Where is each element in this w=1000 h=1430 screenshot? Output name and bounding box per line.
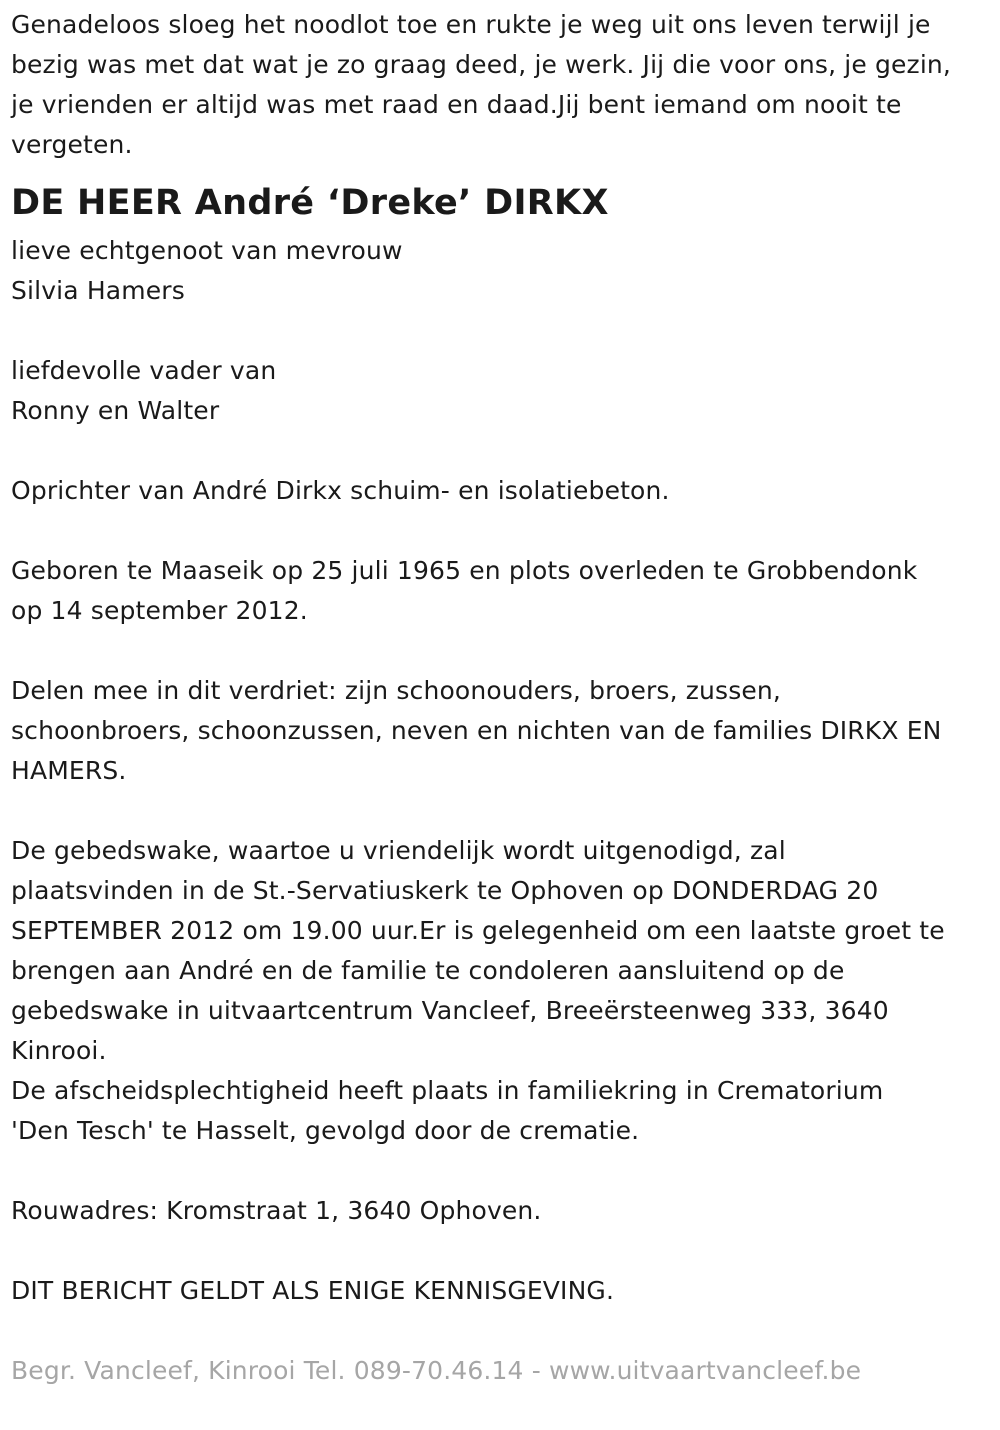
spacer — [11, 311, 993, 351]
birth-death-paragraph: Geboren te Maaseik op 25 juli 1965 en plots overleden te Grobbendonk op 14 september 2012. — [11, 556, 918, 625]
spacer — [11, 1311, 993, 1351]
spacer — [11, 1231, 993, 1271]
children-paragraph: liefdevolle vader van Ronny en Walter — [11, 356, 277, 425]
funeral-home-footer: Begr. Vancleef, Kinrooi Tel. 089-70.46.14 - www.uitvaartvancleef.be — [11, 1356, 862, 1385]
spacer — [11, 1151, 993, 1191]
spouse-paragraph: lieve echtgenoot van mevrouw Silvia Hamers — [11, 236, 403, 305]
spacer — [11, 631, 993, 671]
mourners-paragraph: Delen mee in dit verdriet: zijn schoonouders, broers, zussen, schoonbroers, schoonzussen, neven en nichten van de families DIRKX EN HAMERS. — [11, 676, 942, 785]
spacer — [11, 791, 993, 831]
intro-paragraph: Genadeloos sloeg het noodlot toe en rukte je weg uit ons leven terwijl je bezig was met dat wat je zo graag deed, je werk. Jij die voor ons, je gezin, je vrienden er altijd was met raad en daad.Jij bent iemand om nooit te vergeten. — [11, 10, 952, 159]
deceased-name: DE HEER André ‘Dreke’ DIRKX — [11, 183, 609, 223]
farewell-paragraph: De afscheidsplechtigheid heeft plaats in familiekring in Crematorium 'Den Tesch' te Hasselt, gevolgd door de crematie. — [11, 1076, 884, 1145]
obituary-notice — [11, 5, 993, 1391]
spacer — [11, 511, 993, 551]
founder-paragraph: Oprichter van André Dirkx schuim- en isolatiebeton. — [11, 476, 670, 505]
notice-statement: DIT BERICHT GELDT ALS ENIGE KENNISGEVING. — [11, 1276, 615, 1305]
mourning-address: Rouwadres: Kromstraat 1, 3640 Ophoven. — [11, 1196, 542, 1225]
spacer — [11, 431, 993, 471]
vigil-paragraph: De gebedswake, waartoe u vriendelijk wordt uitgenodigd, zal plaatsvinden in de St.-Servatiuskerk te Ophoven op DONDERDAG 20 SEPTEMBER 2012 om 19.00 uur.Er is gelegenheid om een laatste groet te brengen aan André en de familie te condoleren aansluitend op de gebedswake in uitvaartcentrum Vancleef, Breeërsteenweg 333, 3640 Kinrooi. — [11, 836, 945, 1065]
